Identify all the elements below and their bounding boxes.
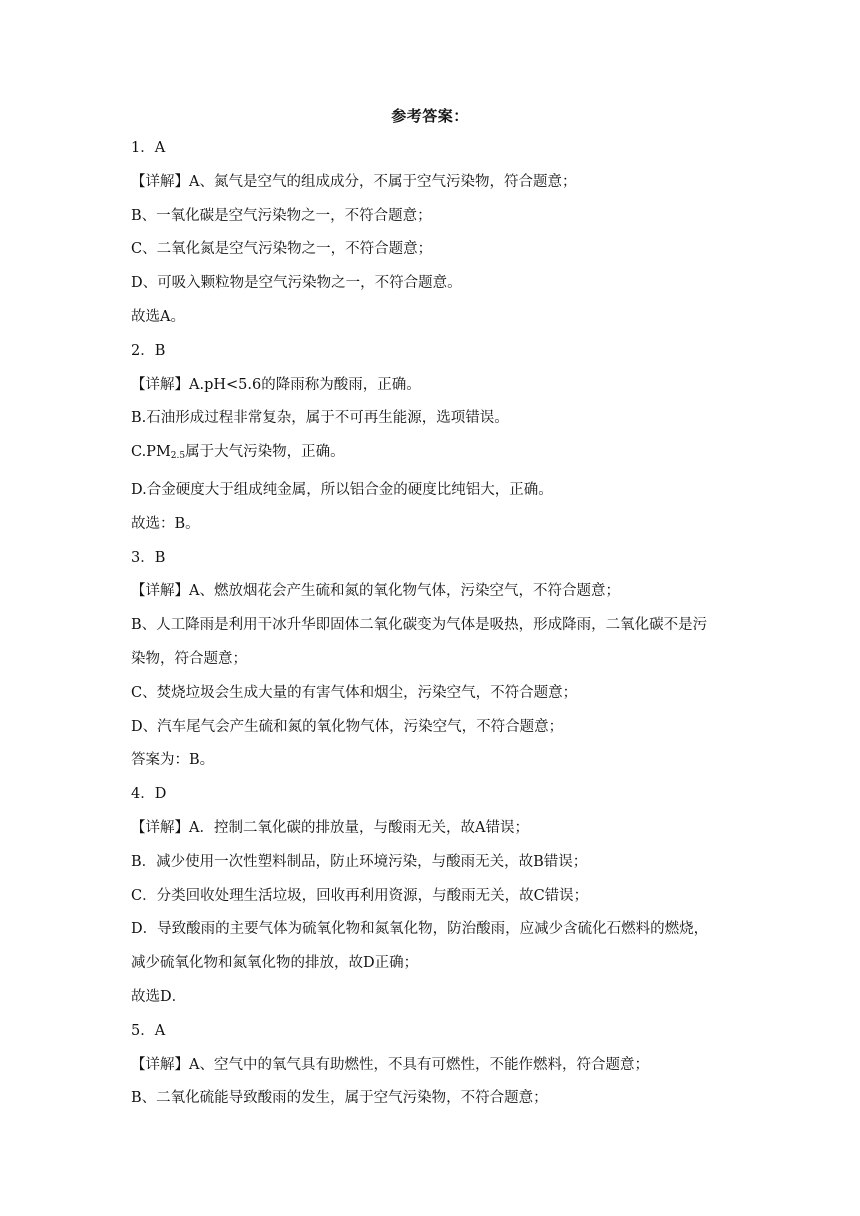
answer-line: 4．D	[131, 786, 167, 803]
explanation-line: D.合金硬度大于组成纯金属，所以铝合金的硬度比纯铝大，正确。	[131, 481, 553, 498]
explanation-line	[131, 436, 737, 474]
explanation-line: 染物，符合题意；	[131, 650, 247, 667]
answer-content	[131, 132, 737, 1116]
explanation-line: C．分类回收处理生活垃圾，回收再利用资源，与酸雨无关，故C错误；	[131, 887, 589, 904]
answer-line: 2．B	[131, 342, 166, 359]
conclusion-line: 故选：B。	[131, 515, 200, 532]
answer-line: 5．A	[131, 1022, 166, 1039]
conclusion-line: 故选D．	[131, 988, 187, 1005]
answer-line: 1．A	[131, 140, 166, 156]
explanation-line: 【详解】A．控制二氧化碳的排放量，与酸雨无关，故A错误；	[131, 819, 529, 836]
answer-key-title: 参考答案：	[391, 107, 469, 125]
pm-subscript: 2.5	[170, 451, 186, 462]
explanation-line: D、可吸入颗粒物是空气污染物之一，不符合题意。	[131, 275, 462, 292]
explanation-line: 减少硫氧化物和氮氧化物的排放，故D正确；	[131, 955, 419, 972]
explanation-line: B、二氧化硫能导致酸雨的发生，属于空气污染物，不符合题意；	[131, 1090, 548, 1107]
explanation-line: B、人工降雨是利用干冰升华即固体二氧化碳变为气体是吸热，形成降雨，二氧化碳不是污	[131, 617, 708, 634]
conclusion-line: 答案为：B。	[131, 752, 215, 769]
explanation-line: B．减少使用一次性塑料制品，防止环境污染，与酸雨无关，故B错误；	[131, 853, 588, 870]
explanation-line: 【详解】A、空气中的氧气具有助燃性，不具有可燃性，不能作燃料，符合题意；	[131, 1056, 649, 1073]
explanation-line: C、焚烧垃圾会生成大量的有害气体和烟尘，污染空气，不符合题意；	[131, 684, 578, 701]
explanation-line: C、二氧化氮是空气污染物之一，不符合题意；	[131, 241, 433, 258]
explanation-line: 【详解】A、氮气是空气的组成成分，不属于空气污染物，符合题意；	[131, 173, 577, 190]
explanation-line: D、汽车尾气会产生硫和氮的氧化物气体，污染空气，不符合题意；	[131, 718, 564, 735]
explanation-line: D．导致酸雨的主要气体为硫氧化物和氮氧化物，防治酸雨，应减少含硫化石燃料的燃烧，	[131, 921, 709, 938]
explanation-line: B、一氧化碳是空气污染物之一，不符合题意；	[131, 207, 432, 224]
pm-prefix: C.PM	[131, 444, 171, 461]
conclusion-line: 故选A。	[131, 308, 185, 325]
explanation-line: 【详解】A.pH<5.6的降雨称为酸雨，正确。	[131, 376, 421, 393]
explanation-line: 【详解】A、燃放烟花会产生硫和氮的氧化物气体，污染空气，不符合题意；	[131, 583, 620, 600]
pm-suffix: 属于大气污染物，正确。	[185, 444, 345, 461]
answer-line: 3．B	[131, 549, 166, 566]
explanation-line: B.石油形成过程非常复杂，属于不可再生能源，选项错误。	[131, 410, 509, 427]
